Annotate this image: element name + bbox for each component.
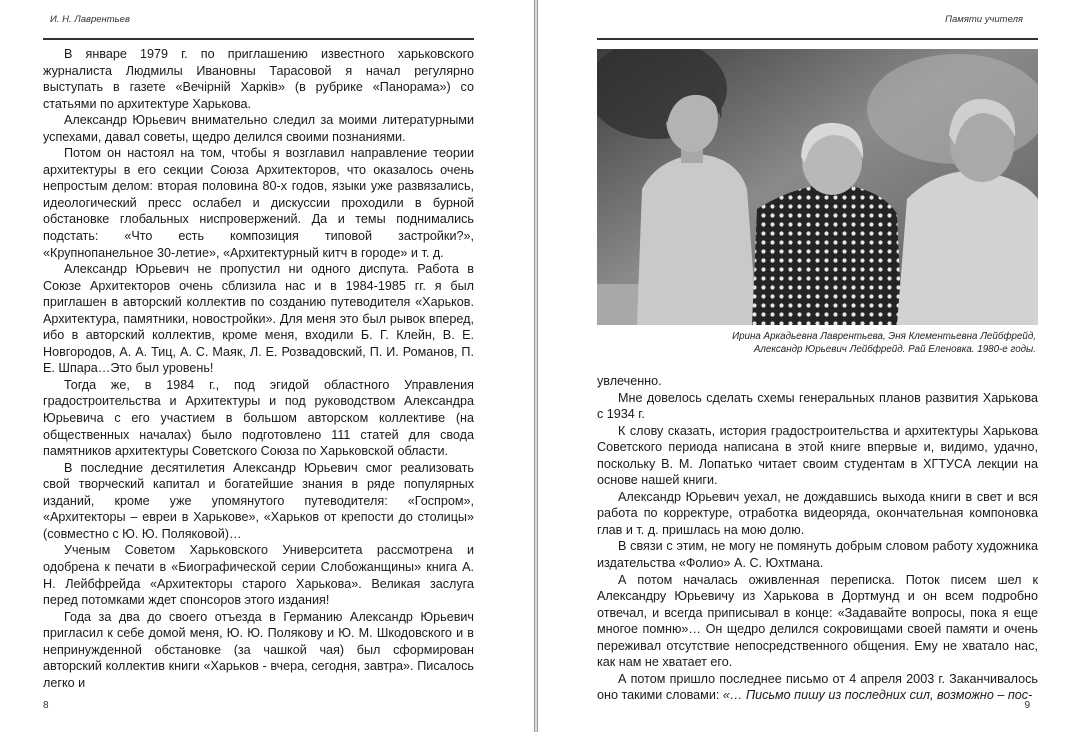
- page-number: 9: [1024, 700, 1030, 711]
- letter-quote: «… Письмо пишу из последних сил, возможно – пос-: [722, 688, 1033, 703]
- paragraph: В связи с этим, не могу не помянуть добрым словом работу художника издательства «Фолио» А. С. Юхтмана.: [597, 539, 1038, 571]
- left-body-text: [43, 46, 474, 691]
- paragraph: В январе 1979 г. по приглашению известного харьковского журналиста Людмилы Ивановны Тарасовой я начал регулярно выступать в газете «Вечірній Харків» (в рубрике «Панорама») со статьями по архитектуре Харькова.: [43, 47, 474, 111]
- paragraph: Александр Юрьевич не пропустил ни одного диспута. Работа в Союзе Архитекторов очень сблизила нас и в 1984-1985 гг. я был приглашен в авторский коллектив по созданию путеводителя «Харьков. Архитектура, памятники, новостройки». Для меня это был рывок вперед, ибо в авторский коллектив, кроме меня, входили Б. Г. Клейн, В. Е. Новгородов, А. А. Тиц, А. С. Маяк, Л. Е. Розвадовский, П. И. Романов, П. Е. Шпара…Это был уровень!: [43, 262, 474, 376]
- caption-line: Александр Юрьевич Лейбфрейд. Рай Еленовка. 1980-е годы.: [753, 343, 1036, 355]
- page-number: 8: [43, 700, 49, 711]
- paragraph: Тогда же, в 1984 г., под эгидой областного Управления градостроительства и Архитектуры и под руководством Александра Юрьевича с его участием в большом авторском коллективе (на общественных началах) было подготовлено 111 статей для свода памятников архитектуры Советского Союза по Харьковской области.: [43, 377, 474, 459]
- header-rule: [43, 38, 474, 40]
- header-rule: [597, 38, 1038, 40]
- caption-line: Ирина Аркадьевна Лаврентьева, Эня Клементьевна Лейбфрейд,: [732, 331, 1036, 342]
- paragraph: В последние десятилетия Александр Юрьевич смог реализовать свой творческий капитал и богатейшие знания в ряде популярных изданий, кроме уже упомянутого путеводителя: «Госпром», «Архитекторы – евреи в Харькове», «Харьков от крепости до столицы» (совместно с Ю. Ю. Поляковой)…: [43, 460, 474, 541]
- running-head-title: Памяти учителя: [945, 14, 1023, 25]
- photo-illustration: [597, 49, 1038, 325]
- paragraph: Потом он настоял на том, чтобы я возглавил направление теории архитектуры в его секции Союза Архитекторов, что оказалось очень непростым делом: вторая половина 80-х годов, языки уже развязались, идеологический пресс ослабел и дискуссии проходили в бурной обстановке глобальных ниспровержений. Да и темы поднимались подстать: «Что есть композиция типовой застройки?», «Крупнопанельное 30-летие», «Архитектурный китч в городе» и т. д.: [43, 146, 474, 260]
- paragraph: Года за два до своего отъезда в Германию Александр Юрьевич пригласил к себе домой меня, Ю. Ю. Полякову и Ю. М. Шкодовского и в непринужденной обстановке (за чашкой чая) был сформирован авторский коллектив книги «Харьков - вчера, сегодня, завтра». Писалось легко и: [43, 609, 474, 690]
- right-page: [537, 0, 1073, 732]
- photo-caption: [688, 331, 1036, 356]
- paragraph: А потом началась оживленная переписка. Поток писем шел к Александру Юрьевичу из Харькова в Дортмунд и он всем подробно отвечал, и всегда приписывал в конце: «Задавайте вопросы, пока я еще многое помню»… Он щедро делился сокровищами своей памяти и очень переживал отсутствие непосредственного общения. Ему не хватало нас, как нам не хватает его.: [597, 572, 1038, 670]
- paragraph: Александр Юрьевич внимательно следил за моими литературными успехами, давал советы, щедро делился своими познаниями.: [43, 113, 474, 144]
- paragraph-last: [597, 671, 1038, 704]
- paragraph: Мне довелось сделать схемы генеральных планов развития Харькова с 1934 г.: [597, 390, 1038, 422]
- paragraph: Ученым Советом Харьковского Университета рассмотрена и одобрена к печати в «Биографической серии Слобожанщины» книга А. Н. Лейбфрейда «Архитекторы старого Харькова». Великая заслуга перед потомками ждет спонсоров этого издания!: [43, 543, 474, 608]
- left-page: [0, 0, 535, 732]
- paragraph: К слову сказать, история градостроительства и архитектуры Харькова Советского периода написана в этой книге впервые и, видимо, удачно, поскольку В. М. Лопатько читает своим студентам в ХГТУСА лекции на основе нашей книги.: [597, 423, 1038, 488]
- family-photo: [597, 49, 1038, 325]
- continuation-text: увлеченно.: [597, 374, 662, 388]
- last-paragraph-text: А потом пришло последнее письмо от 4 апреля 2003 г. Заканчивалось оно такими словами:: [597, 671, 1038, 703]
- paragraph: Александр Юрьевич уехал, не дождавшись выхода книги в свет и вся работа по корректуре, отработка видеоряда, окончательная компоновка глав и т. д. пришлась на мою долю.: [597, 489, 1038, 537]
- right-body-text: [597, 373, 1038, 704]
- running-head-author: И. Н. Лаврентьев: [50, 14, 130, 25]
